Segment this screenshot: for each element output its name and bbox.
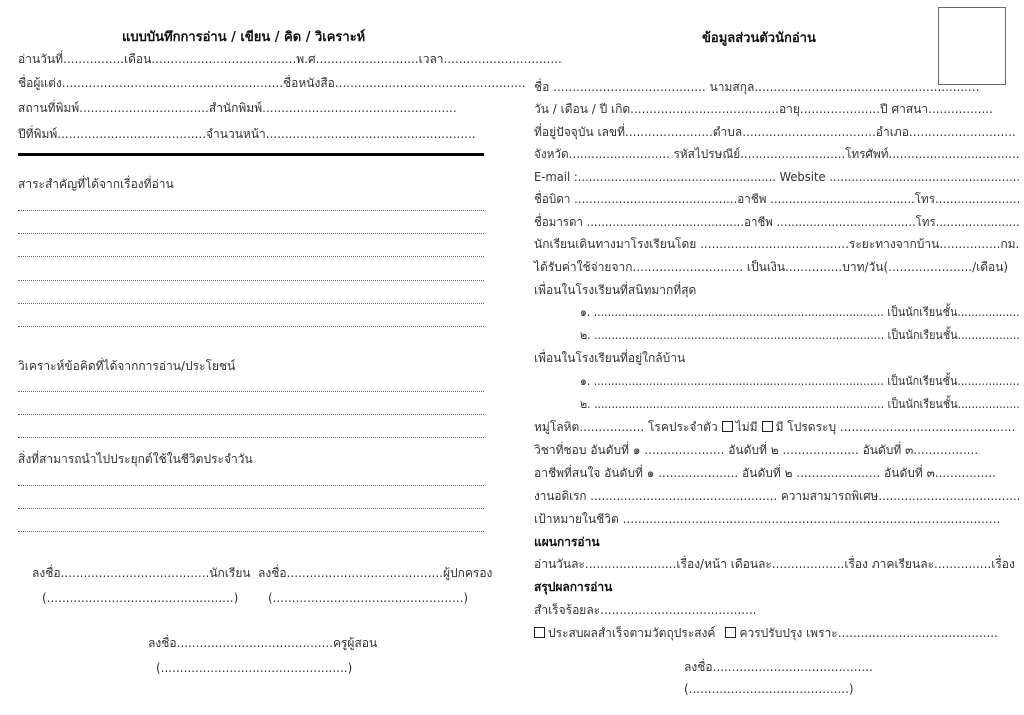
- reader-profile-title: ข้อมูลส่วนตัวนักอ่าน: [702, 31, 816, 46]
- career-interest-line[interactable]: อาชีพที่สนใจ อันดับที่ ๑ ..................... อันดับที่ ๒ ...................... อันดับที่ ๓................: [534, 466, 996, 480]
- key-points-fill-line[interactable]: [18, 233, 484, 234]
- nearby-friends-label: เพื่อนในโรงเรียนที่อยู่ใกล้บ้าน: [534, 351, 686, 365]
- allowance-line[interactable]: ได้รับค่าใช้จ่ายจาก............................. เป็นเงิน...............บาท/วัน(....................../เดือน): [534, 260, 1009, 274]
- section-key-points-label: สาระสำคัญที่ได้จากเรื่องที่อ่าน: [18, 177, 174, 191]
- has-disease-checkbox[interactable]: [762, 421, 773, 432]
- nearby-friend-line[interactable]: ๒. .................................................................................... เป็นนักเรียนชั้น..................: [580, 397, 1020, 411]
- parent-name-parentheses[interactable]: (..................................................): [268, 591, 469, 605]
- photo-box[interactable]: [938, 7, 1006, 85]
- achieved-label: ประสบผลสำเร็จตามวัตถุประสงค์: [548, 626, 716, 640]
- read-date-line[interactable]: อ่านวันที่................เดือน......................................พ.ศ...........................เวลา...............................: [18, 52, 562, 66]
- application-fill-line[interactable]: [18, 508, 484, 509]
- teacher-signature-line[interactable]: ลงชื่อ.........................................ครูผู้สอน: [148, 636, 378, 650]
- reading-record-title: แบบบันทึกการอ่าน / เขียน / คิด / วิเคราะห์: [122, 30, 366, 45]
- close-friend-line[interactable]: ๑. .................................................................................... เป็นนักเรียนชั้น..................: [580, 305, 1020, 319]
- analysis-fill-line[interactable]: [18, 437, 484, 438]
- reading-summary-heading: สรุปผลการอ่าน: [534, 580, 613, 594]
- improve-label[interactable]: ควรปรับปรุง เพราะ..........................................: [739, 626, 998, 640]
- analysis-fill-line[interactable]: [18, 391, 484, 392]
- email-line[interactable]: E-mail :...................................................... Website ....................................................: [534, 170, 1021, 184]
- student-signature-line[interactable]: ลงชื่อ.......................................นักเรียน: [32, 566, 251, 580]
- reading-plan-heading: แผนการอ่าน: [534, 535, 600, 549]
- section-analysis-label: วิเคราะห์ข้อคิดที่ได้จากการอ่าน/ประโยชน์: [18, 359, 236, 373]
- close-friends-label: เพื่อนในโรงเรียนที่สนิทมากที่สุด: [534, 283, 697, 297]
- province-line[interactable]: จังหวัด........................... รหัสไปรษณีย์............................โทรศัพท์...................................: [534, 147, 1020, 161]
- student-name-parentheses[interactable]: (.................................................): [42, 591, 239, 605]
- birthdate-line[interactable]: วัน / เดือน / ปี เกิด.......................................อายุ.....................ปี ศาสนา.................: [534, 102, 993, 116]
- blood-disease-line: [534, 419, 1015, 435]
- reading-plan-line[interactable]: อ่านวันละ........................เรื่อง/หน้า เดือนละ...................เรื่อง ภาคเรียนละ...............เรื่อง: [534, 557, 1015, 571]
- summary-name-parentheses[interactable]: (..........................................): [684, 682, 854, 696]
- improve-checkbox[interactable]: [725, 627, 736, 638]
- key-points-fill-line[interactable]: [18, 210, 484, 211]
- name-line[interactable]: ชื่อ ........................................ นามสกุล...........................................................: [534, 80, 980, 94]
- success-percent-line[interactable]: สำเร็จร้อยละ.........................................: [534, 603, 757, 617]
- key-points-fill-line[interactable]: [18, 256, 484, 257]
- has-disease-label[interactable]: มี โปรดระบุ ..............................................: [775, 420, 1016, 434]
- publish-year-pages-line[interactable]: ปีที่พิมพ์.......................................จำนวนหน้า.......................................................: [18, 127, 476, 141]
- key-points-fill-line[interactable]: [18, 303, 484, 304]
- summary-signature-line[interactable]: ลงชื่อ..........................................: [684, 660, 873, 674]
- header-divider: [18, 153, 484, 156]
- mother-line[interactable]: ชื่อมารดา ...........................................อาชีพ ......................................โทร.......................: [534, 215, 1020, 229]
- application-fill-line[interactable]: [18, 485, 484, 486]
- publisher-place-line[interactable]: สถานที่พิมพ์..................................สำนักพิมพ์...................................................: [18, 101, 457, 115]
- achieved-checkbox[interactable]: [534, 627, 545, 638]
- life-goal-line[interactable]: เป้าหมายในชีวิต ...................................................................................................: [534, 512, 1001, 526]
- teacher-name-parentheses[interactable]: (.................................................): [156, 661, 353, 675]
- key-points-fill-line[interactable]: [18, 326, 484, 327]
- parent-signature-line[interactable]: ลงชื่อ.........................................ผู้ปกครอง: [258, 566, 493, 580]
- outcome-line: [534, 625, 998, 641]
- favorite-subject-line[interactable]: วิชาที่ชอบ อันดับที่ ๑ ..................... อันดับที่ ๒ .................... อันดับที่ ๓.................: [534, 443, 979, 457]
- travel-line[interactable]: นักเรียนเดินทางมาโรงเรียนโดย .......................................ระยะทางจากบ้าน................กม.: [534, 237, 1020, 251]
- author-book-line[interactable]: ชื่อผู้แต่ง..........................................................ชื่อหนังสือ..................................................: [18, 76, 526, 90]
- key-points-fill-line[interactable]: [18, 280, 484, 281]
- no-disease-label: ไม่มี: [735, 420, 758, 434]
- section-application-label: สิ่งที่สามารถนำไปประยุกต์ใช้ในชีวิตประจำวัน: [18, 452, 253, 466]
- address-line[interactable]: ที่อยู่ปัจจุบัน เลขที่.......................ตำบล...................................อำเภอ............................: [534, 125, 1016, 139]
- nearby-friend-line[interactable]: ๑. .................................................................................... เป็นนักเรียนชั้น..................: [580, 374, 1020, 388]
- close-friend-line[interactable]: ๒. .................................................................................... เป็นนักเรียนชั้น..................: [580, 328, 1020, 342]
- blood-disease-label[interactable]: หมู่โลหิต................. โรคประจำตัว: [534, 420, 718, 434]
- analysis-fill-line[interactable]: [18, 414, 484, 415]
- no-disease-checkbox[interactable]: [722, 421, 733, 432]
- hobby-line[interactable]: งานอดิเรก .................................................. ความสามารถพิเศษ......................................: [534, 489, 1021, 503]
- application-fill-line[interactable]: [18, 531, 484, 532]
- father-line[interactable]: ชื่อบิดา ............................................อาชีพ .......................................โทร.......................: [534, 192, 1021, 206]
